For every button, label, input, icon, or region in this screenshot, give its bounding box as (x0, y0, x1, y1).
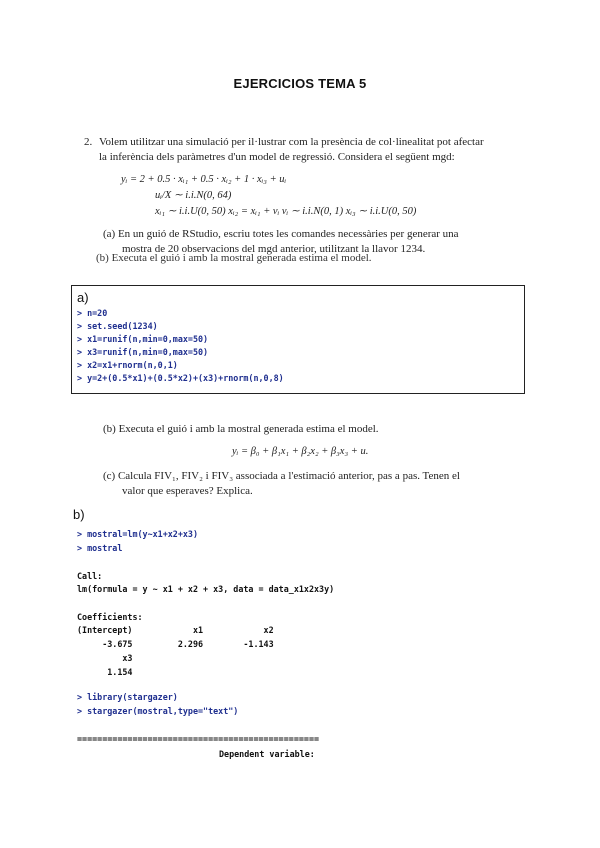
equation-1: yᵢ = 2 + 0.5 · xᵢ₁ + 0.5 · xᵢ₂ + 1 · xᵢ₃ + uᵢ (121, 174, 287, 185)
output-line: (Intercept) x1 x2 (77, 625, 274, 635)
output-line: Coefficients: (77, 612, 143, 622)
code-line: > library(stargazer) (77, 692, 178, 702)
problem-number: 2. (84, 136, 93, 148)
part-c-line-1: (c) Calcula FIV₁, FIV₂ i FIV₃ associada a l'estimació anterior, pas a pas. Tenen el (103, 470, 460, 482)
output-line: -3.675 2.296 -1.143 (77, 639, 274, 649)
code-line: > set.seed(1234) (77, 321, 158, 331)
model-equation: yᵢ = β₀ + β₁x₁ + β₂x₂ + β₃x₃ + u. (232, 446, 369, 457)
equation-2: uᵢ/X ∼ i.i.N(0, 64) (155, 190, 232, 201)
output-line: lm(formula = y ~ x1 + x2 + x3, data = data_x1x2x3y) (77, 584, 335, 594)
problem-line-1: Volem utilitzar una simulació per il·lustrar com la presència de col·linealitat pot afectar (99, 136, 484, 148)
section-a-label: a) (77, 290, 89, 305)
part-a-line-1: (a) En un guió de RStudio, escriu totes les comandes necessàries per generar una (103, 228, 459, 240)
code-line: > x3=runif(n,min=0,max=50) (77, 347, 209, 357)
section-b-label: b) (73, 507, 85, 522)
dependent-variable-header: Dependent variable: (219, 749, 315, 759)
part-a-line-2: mostra de 20 observacions del mgd anterior, utilitzant la llavor 1234. (122, 243, 426, 255)
output-line: 1.154 (77, 667, 133, 677)
page-title: EJERCICIOS TEMA 5 (233, 76, 367, 91)
part-b-line: (b) Executa el guió i amb la mostral generada estima el model. (103, 423, 379, 435)
part-c-line-2: valor que esperaves? Explica. (122, 485, 253, 497)
equation-3: xᵢ₁ ∼ i.i.U(0, 50) xᵢ₂ = xᵢ₁ + vᵢ vᵢ ∼ i.i.N(0, 1) xᵢ₃ ∼ i.i.U(0, 50) (155, 206, 417, 217)
code-line: > mostral=lm(y~x1+x2+x3) (77, 529, 199, 539)
cut-text-fragment: (b) Executa el guió i amb la mostral generada estima el model. (96, 252, 372, 264)
output-line: Call: (77, 571, 103, 581)
code-line: > y=2+(0.5*x1)+(0.5*x2)+(x3)+rnorm(n,0,8) (77, 373, 284, 383)
output-line: x3 (77, 653, 133, 663)
code-line: > x1=runif(n,min=0,max=50) (77, 334, 209, 344)
code-line: > x2=x1+rnorm(n,0,1) (77, 360, 178, 370)
code-line: > stargazer(mostral,type="text") (77, 706, 239, 716)
code-line: > mostral (77, 543, 123, 553)
problem-line-2: la inferència dels paràmetres d'un model de regressió. Considera el següent mgd: (99, 151, 455, 163)
table-rule: ================================================ (77, 734, 320, 744)
code-line: > n=20 (77, 308, 108, 318)
